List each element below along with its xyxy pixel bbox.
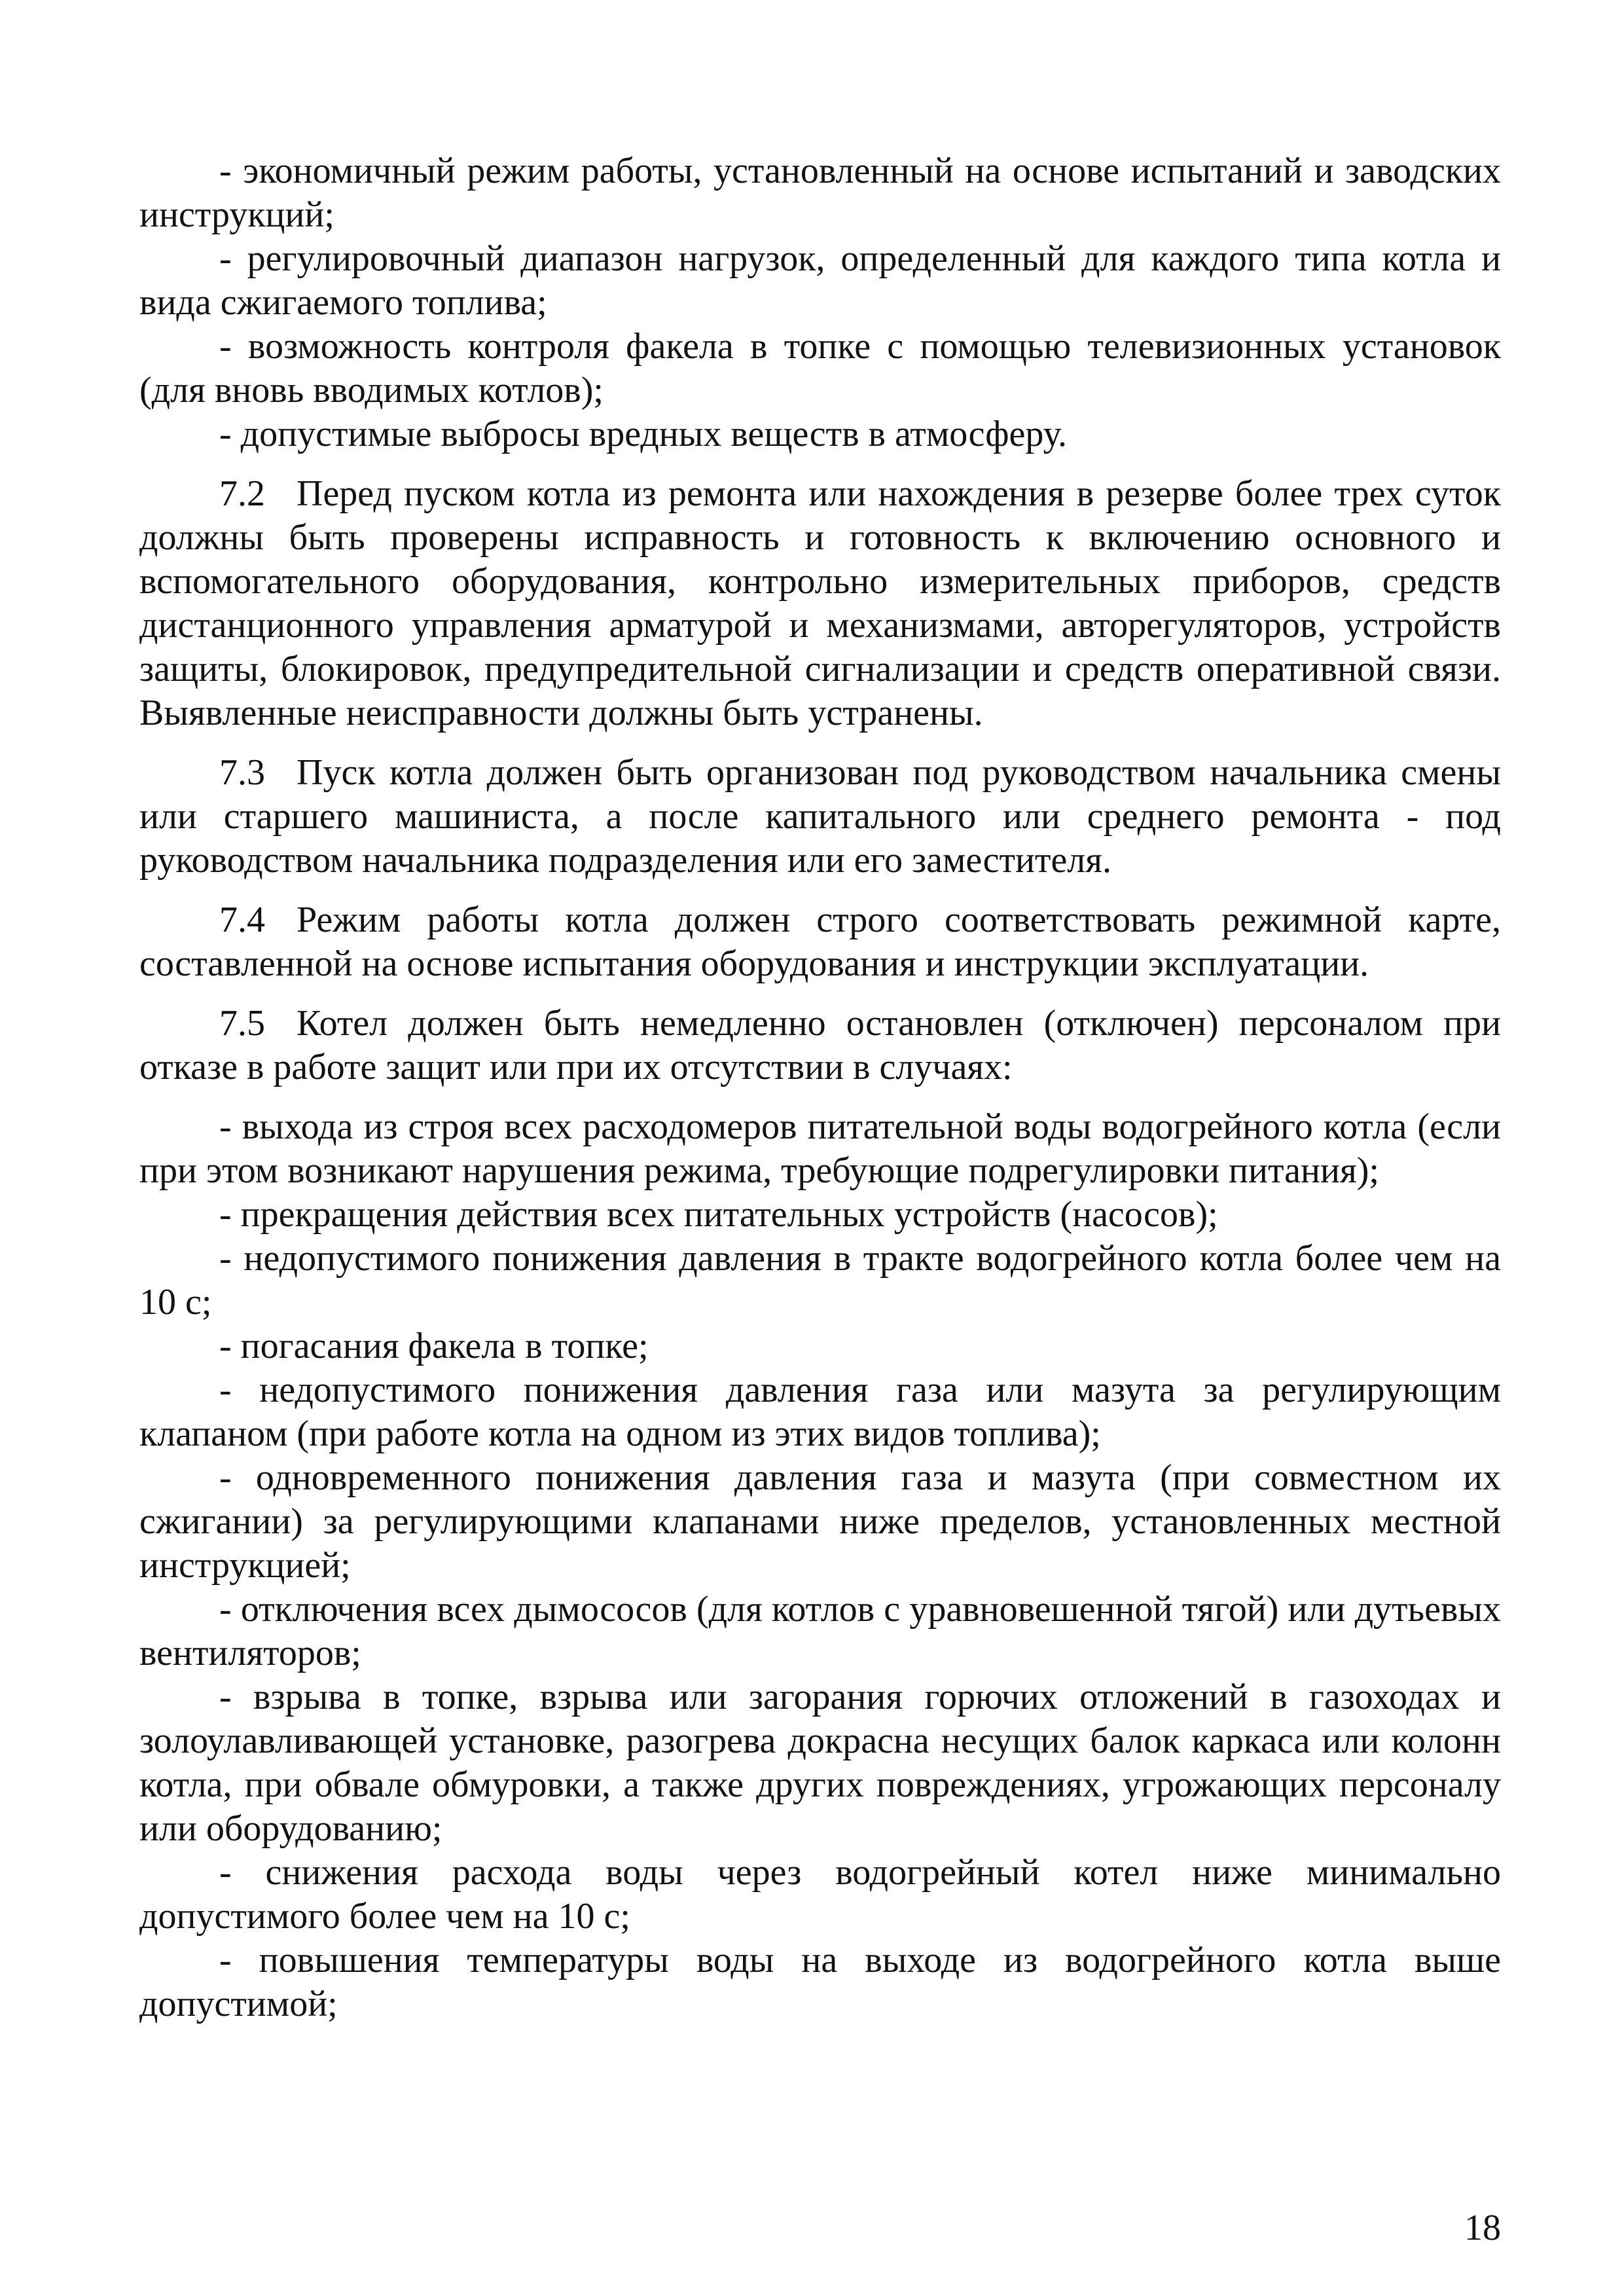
list-item: - снижения расхода воды через водогрейный котел ниже минимально допустимого более чем на 10 с; [139, 1852, 1501, 1937]
section-number: 7.4 [219, 900, 265, 940]
list-item: - одновременного понижения давления газа и мазута (при совместном их сжигании) за регулирующими клапанами ниже пределов, установленных местной инструкцией; [139, 1457, 1501, 1586]
list-item: - повышения температуры воды на выходе из водогрейного котла выше допустимой; [139, 1940, 1501, 2024]
section-text: Пуск котла должен быть организован под руководством начальника смены или старшего машиниста, а после капитального или среднего ремонта - под руководством начальника подразделения или его заместителя. [139, 752, 1501, 881]
list-item: - прекращения действия всех питательных устройств (насосов); [219, 1194, 1218, 1235]
list-item: - погасания факела в топке; [219, 1326, 649, 1366]
section-7-2 [139, 472, 1501, 735]
list-item: - недопустимого понижения давления в тракте водогрейного котла более чем на 10 с; [139, 1238, 1501, 1322]
list-item: - регулировочный диапазон нагрузок, определенный для каждого типа котла и вида сжигаемого топлива; [139, 238, 1501, 323]
section-text: Котел должен быть немедленно остановлен (отключен) персоналом при отказе в работе защит или при их отсутствии в случаях: [139, 1003, 1501, 1087]
section-text: Перед пуском котла из ремонта или нахождения в резерве более трех суток должны быть проверены исправность и готовность к включению основного и вспомогательного оборудования, контрольно измерительных приборов, средств дистанционного управления арматурой и механизмами, авторегуляторов, устройств защиты, блокировок, предупредительной сигнализации и средств оперативной связи. Выявленные неисправности должны быть устранены. [139, 473, 1501, 733]
section-number: 7.3 [219, 752, 265, 793]
section-7-3 [139, 751, 1501, 883]
list-item: - экономичный режим работы, установленный на основе испытаний и заводских инструкций; [139, 151, 1501, 235]
section-number: 7.2 [219, 473, 265, 514]
section-7-4 [139, 898, 1501, 986]
page-number: 18 [1464, 2208, 1501, 2248]
list-item: - допустимые выбросы вредных веществ в атмосферу. [219, 414, 1067, 454]
section-number: 7.5 [219, 1003, 265, 1044]
section-text: Режим работы котла должен строго соответствовать режимной карте, составленной на основе испытания оборудования и инструкции эксплуатации. [139, 900, 1501, 984]
section-7-5 [139, 1002, 1501, 1089]
list-item: - выхода из строя всех расходомеров питательной воды водогрейного котла (если при этом возникают нарушения режима, требующие подрегулировки питания); [139, 1106, 1501, 1191]
list-item: - возможность контроля факела в топке с помощью телевизионных установок (для вновь вводимых котлов); [139, 326, 1501, 410]
list-item: - недопустимого понижения давления газа или мазута за регулирующим клапаном (при работе котла на одном из этих видов топлива); [139, 1370, 1501, 1454]
document-page [139, 149, 1501, 2026]
list-item: - взрыва в топке, взрыва или загорания горючих отложений в газоходах и золоулавливающей установке, разогрева докрасна несущих балок каркаса или колонн котла, при обвале обмуровки, а также других повреждениях, угрожающих персоналу или оборудованию; [139, 1677, 1501, 1849]
list-item: - отключения всех дымососов (для котлов с уравновешенной тягой) или дутьевых вентиляторов; [139, 1589, 1501, 1673]
